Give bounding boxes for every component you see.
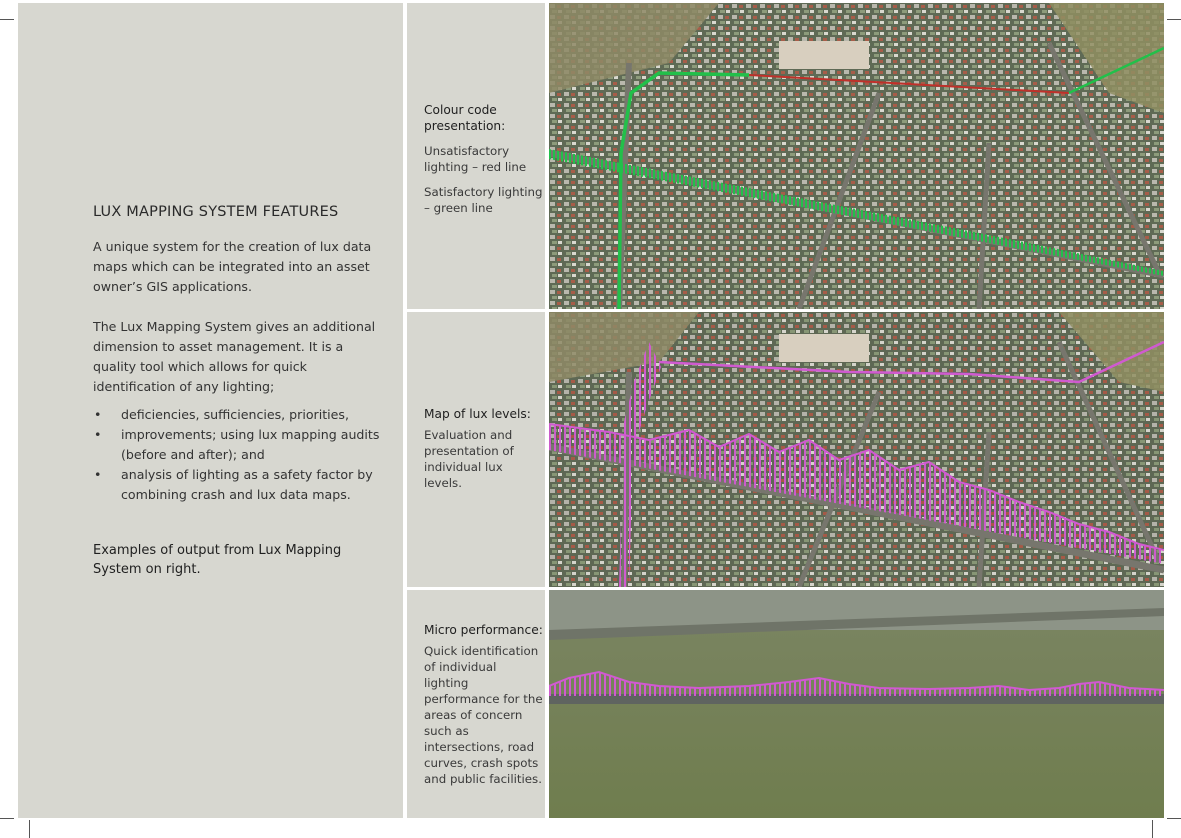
- list-item-text: analysis of lighting as a safety factor by combining crash and lux data maps.: [121, 467, 373, 502]
- caption-text-lux-levels: Evaluation and presentation of individual lux levels.: [424, 428, 514, 490]
- micro-performance-map-image: [549, 590, 1164, 818]
- crop-mark: [1167, 818, 1181, 819]
- caption-text-micro: Quick identification of individual lighting performance for the areas of concern such as intersections, road curves, crash spots and public facilities.: [424, 644, 543, 786]
- intro-paragraph: A unique system for the creation of lux data maps which can be integrated into an asset owner’s GIS applications.: [93, 239, 372, 294]
- bullet-icon: •: [94, 427, 102, 442]
- colour-code-map-image: [549, 3, 1164, 309]
- examples-note: Examples of output from Lux Mapping System on right.: [93, 543, 342, 577]
- caption-title-colour-code: Colour code presentation:: [424, 103, 506, 133]
- list-item-text: deficiencies, sufficiencies, priorities,: [121, 407, 349, 422]
- bullet-icon: •: [94, 407, 102, 422]
- feature-list: [93, 405, 383, 505]
- features-heading: LUX MAPPING SYSTEM FEATURES: [93, 204, 339, 220]
- bullet-icon: •: [94, 467, 102, 482]
- list-item: [93, 465, 383, 505]
- list-item: [93, 425, 383, 465]
- lux-levels-map-image: [549, 312, 1164, 587]
- list-item-text: improvements; using lux mapping audits (before and after); and: [121, 427, 380, 462]
- body-paragraph: The Lux Mapping System gives an additional dimension to asset management. It is a quality tool which allows for quick identification of any lighting;: [93, 319, 376, 394]
- list-item: [93, 405, 383, 425]
- caption-text-unsatisfactory: Unsatisfactory lighting – red line: [424, 144, 527, 174]
- crop-mark: [29, 820, 30, 838]
- caption-title-micro: Micro performance:: [424, 623, 543, 637]
- crop-mark: [1152, 820, 1153, 838]
- caption-title-lux-levels: Map of lux levels:: [424, 407, 531, 421]
- crop-mark: [0, 19, 14, 20]
- crop-mark: [1167, 19, 1181, 20]
- caption-text-satisfactory: Satisfactory lighting – green line: [424, 185, 543, 215]
- crop-mark: [0, 818, 14, 819]
